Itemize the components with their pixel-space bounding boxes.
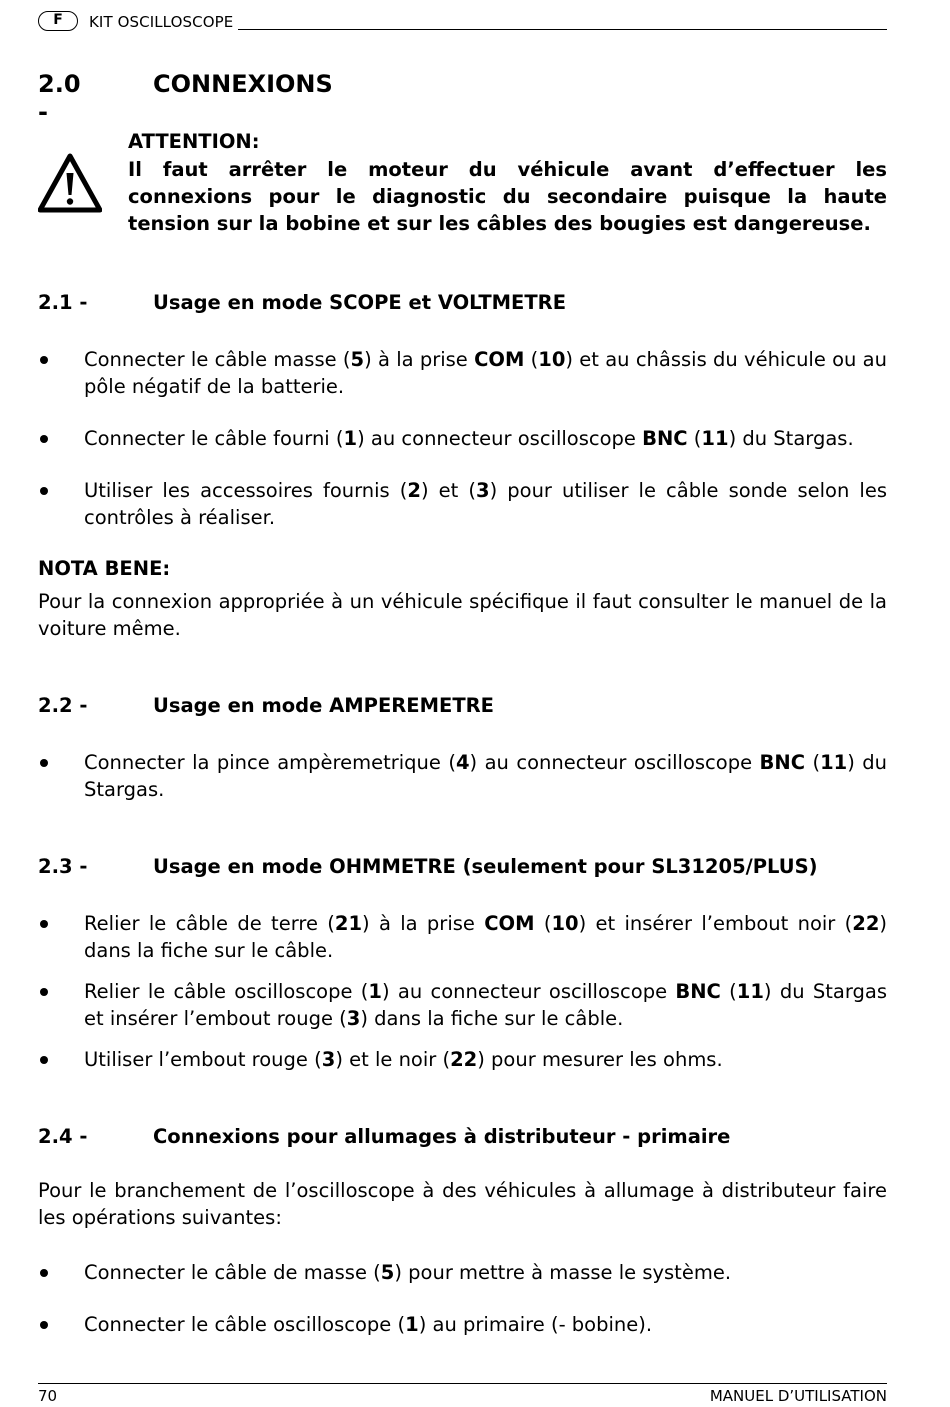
subsection-number: 2.1 - (38, 291, 88, 314)
section-title: CONNEXIONS (153, 70, 333, 98)
bullet-list-2-4 (38, 1259, 887, 1338)
list-item: Relier le câble oscilloscope (1) au connecteur oscilloscope BNC (11) du Stargas et insérer l’embout rouge (3) dans la fiche sur le câble. (38, 978, 887, 1032)
footer-title: MANUEL D’UTILISATION (709, 1387, 887, 1405)
warning-text: Il faut arrêter le moteur du véhicule avant d’effectuer les connexions pour le diagnostic du secondaire puisque la haute tension sur la bobine et sur les câbles des bougies est dangereuse. (128, 158, 887, 235)
list-item: Utiliser les accessoires fournis (2) et (3) pour utiliser le câble sonde selon les contrôles à réaliser. (38, 477, 887, 531)
subsection-title: Usage en mode AMPEREMETRE (153, 694, 494, 717)
list-item: Connecter la pince ampèremetrique (4) au connecteur oscilloscope BNC (11) du Stargas. (38, 749, 887, 803)
subsection-number: 2.4 - (38, 1125, 88, 1148)
footer-rule (38, 1383, 887, 1384)
language-badge: F (38, 11, 78, 31)
nota-bene-text: Pour la connexion appropriée à un véhicule spécifique il faut consulter le manuel de la voiture même. (38, 590, 887, 640)
warning-label: ATTENTION: (128, 130, 260, 153)
list-item: Utiliser l’embout rouge (3) et le noir (22) pour mesurer les ohms. (38, 1046, 887, 1073)
bullet-list-2-2 (38, 749, 887, 803)
bullet-list-2-3 (38, 910, 887, 1073)
subsection-number: 2.3 - (38, 855, 88, 878)
list-item: Connecter le câble oscilloscope (1) au primaire (- bobine). (38, 1311, 887, 1338)
page-header (38, 10, 887, 36)
nota-bene-label: NOTA BENE: (38, 557, 171, 580)
subsection-heading-2-4 (38, 1125, 887, 1153)
subsection-title: Connexions pour allumages à distributeur - primaire (153, 1125, 731, 1148)
header-rule (238, 29, 887, 30)
subsection-number: 2.2 - (38, 694, 88, 717)
section-number: 2.0 - (38, 70, 81, 126)
subsection-title: Usage en mode SCOPE et VOLTMETRE (153, 291, 567, 314)
subsection-heading-2-2 (38, 694, 887, 722)
subsection-heading-2-1 (38, 291, 887, 319)
list-item: Relier le câble de terre (21) à la prise COM (10) et insérer l’embout noir (22) dans la fiche sur le câble. (38, 910, 887, 964)
section-2-4-intro: Pour le branchement de l’oscilloscope à des véhicules à allumage à distributeur faire les opérations suivantes: (38, 1179, 887, 1229)
subsection-title: Usage en mode OHMMETRE (seulement pour SL31205/PLUS) (153, 855, 818, 878)
warning-block (128, 128, 887, 237)
subsection-heading-2-3 (38, 855, 887, 883)
page-number: 70 (38, 1387, 58, 1405)
list-item: Connecter le câble de masse (5) pour mettre à masse le système. (38, 1259, 887, 1286)
header-title: KIT OSCILLOSCOPE (89, 13, 234, 31)
warning-triangle-icon (38, 153, 102, 213)
list-item: Connecter le câble masse (5) à la prise COM (10) et au châssis du véhicule ou au pôle négatif de la batterie. (38, 346, 887, 400)
bullet-list-2-1 (38, 346, 887, 531)
list-item: Connecter le câble fourni (1) au connecteur oscilloscope BNC (11) du Stargas. (38, 425, 887, 452)
manual-page (38, 0, 887, 1407)
